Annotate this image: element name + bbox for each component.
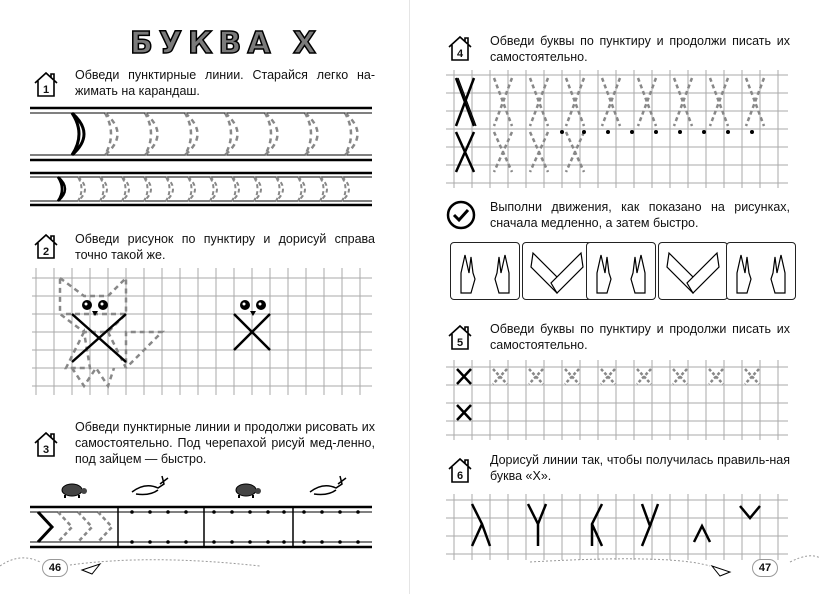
page-title: БУКВА Х [130,26,323,61]
rabbit-icon [132,476,168,495]
grid [446,360,788,440]
turtle-icon [236,484,261,498]
task-4-text: Обведи буквы по пунктиру и продолжи писать их самостоятельно. [490,34,790,64]
writing-strip [30,507,372,547]
rabbit-icon [310,476,346,495]
page-number: 46 [42,559,68,577]
grid [446,70,788,188]
paper-plane-icon [712,566,730,576]
partial-x-shapes [472,504,760,546]
right-page [410,0,820,594]
task-3-text: Обведи пунктирные линии и продолжи рисовать их самостоятельно. Под черепахой рисуй мед-ленно, под зайцем — быстро. [75,420,375,466]
task-2-text: Обведи рисунок по пунктиру и дорисуй справа точно такой же. [75,232,375,262]
task-number: 2 [42,246,50,258]
gesture-card [726,242,796,300]
task-number: 5 [456,337,464,349]
paper-plane-icon [82,564,100,574]
task-5-text: Обведи буквы по пунктиру и продолжи писать их самостоятельно. [490,322,790,352]
check-task-text: Выполни движения, как показано на рисунках, сначала медленно, а затем быстро. [490,200,790,230]
gesture-card [450,242,520,300]
gesture-card [658,242,728,300]
crossed-fingers-hands-icon [451,243,519,299]
house-icon [446,456,474,484]
crossed-hands-icon [523,243,591,299]
task-number: 6 [456,470,464,482]
task-1-text: Обведи пунктирные линии. Старайся легко на-жимать на карандаш. [75,68,375,98]
letter-x-row [457,369,759,420]
house-icon [446,34,474,62]
letter-x-row [456,78,764,172]
gesture-card [586,242,656,300]
gesture-card [522,242,592,300]
house-icon [446,323,474,351]
writing-strip [30,173,372,205]
task-number: 4 [456,48,464,60]
crossed-fingers-hands-icon [587,243,655,299]
page-divider [409,0,410,594]
crossed-hands-icon [659,243,727,299]
writing-strip [30,108,372,160]
task-6-text: Дорисуй линии так, чтобы получилась правиль-ная буква «Х». [490,453,790,483]
turtle-icon [62,484,87,498]
grid [446,494,788,560]
task-number: 1 [42,84,50,96]
page-number: 47 [752,559,778,577]
checkmark-circle-icon [446,200,474,228]
task-number: 3 [42,444,50,456]
crossed-fingers-hands-icon [727,243,795,299]
